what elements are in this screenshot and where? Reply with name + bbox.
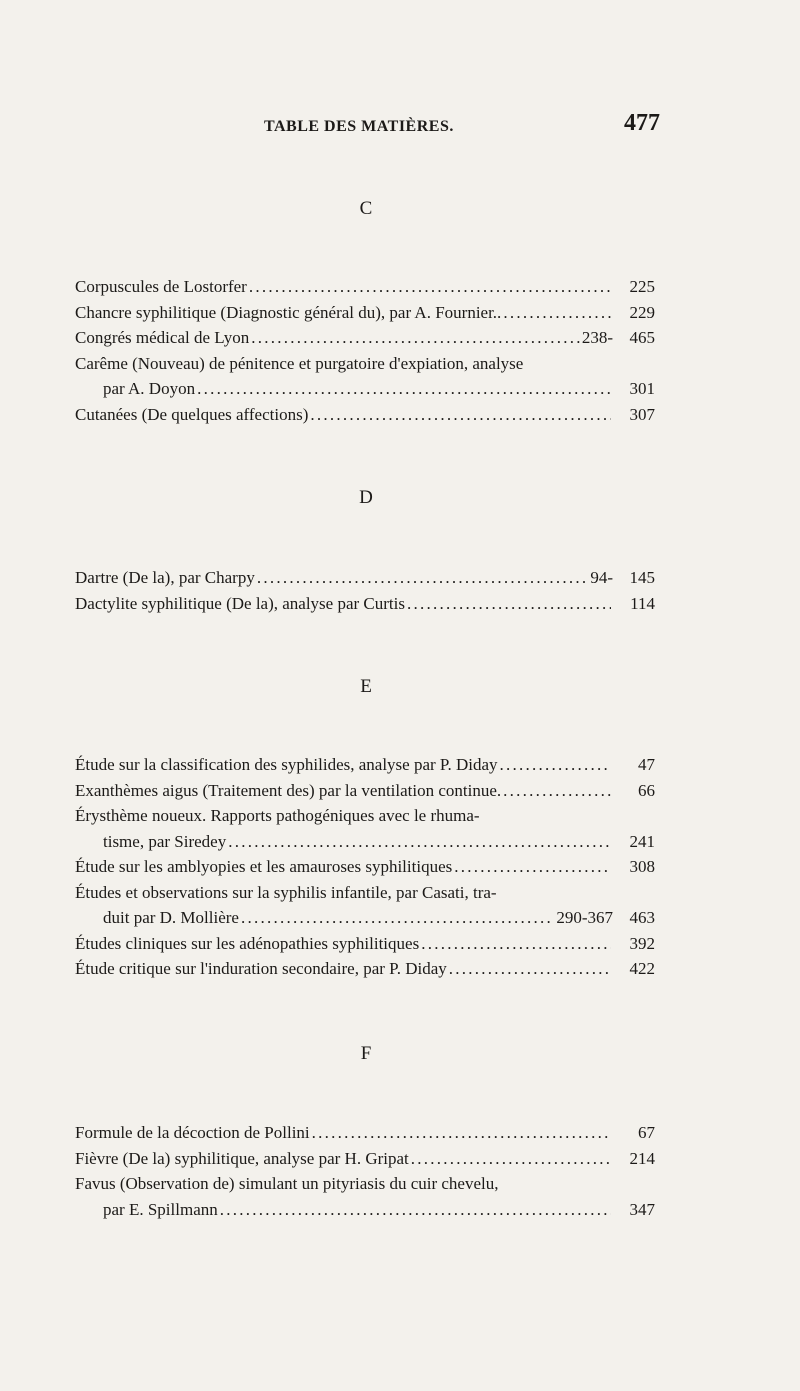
index-entry [75, 325, 655, 351]
entry-title: Dartre (De la), par Charpy [75, 568, 255, 587]
page-reference [613, 854, 655, 880]
page-number-ref: 347 [629, 1199, 655, 1219]
page-number-ref: 66 [638, 780, 655, 800]
entry-line [75, 854, 655, 880]
dot-leader [500, 752, 611, 778]
page-reference [613, 376, 655, 402]
page-number-ref: 47 [638, 755, 655, 774]
page-reference [613, 1146, 655, 1172]
dot-leader [503, 300, 611, 326]
entry-title: Étude critique sur l'induration secondaire, par P. Diday [75, 959, 447, 978]
page-range-start: 238- [581, 328, 613, 347]
dot-leader [421, 931, 611, 957]
page-reference [613, 778, 655, 804]
dot-leader [312, 1120, 611, 1146]
page-number-ref: 308 [629, 857, 655, 876]
section-letter-e: E [360, 676, 372, 697]
index-entry [75, 880, 655, 931]
entry-line [75, 1171, 655, 1197]
entry-line [75, 752, 655, 778]
entry-title: duit par D. Mollière [103, 908, 239, 927]
dot-leader [257, 565, 589, 591]
entry-title: Carême (Nouveau) de pénitence et purgatoire d'expiation, analyse [75, 353, 524, 373]
entry-title: Congrés médical de Lyon [75, 328, 250, 347]
index-entry [75, 1171, 655, 1222]
running-head [72, 110, 660, 140]
page-number-ref: 392 [629, 933, 655, 953]
entry-title: Études cliniques sur les adénopathies syphilitiques [75, 933, 420, 953]
entry-line [75, 829, 655, 855]
entry-title: par E. Spillmann [103, 1199, 218, 1219]
page-number-ref: 67 [638, 1123, 655, 1142]
index-entry [75, 1146, 655, 1172]
dot-leader [407, 591, 611, 617]
page-number-ref: 463 [629, 908, 655, 927]
section-f-entries [75, 1120, 655, 1222]
index-entry [75, 931, 655, 957]
page-reference [613, 402, 655, 428]
index-entry [75, 274, 655, 300]
index-entry [75, 300, 655, 326]
page-reference [613, 274, 655, 300]
page-reference [613, 956, 655, 982]
dot-leader [503, 778, 611, 804]
section-letter-c: C [359, 198, 373, 219]
entry-line [75, 905, 655, 931]
page-reference [613, 829, 655, 855]
entry-line [75, 1146, 655, 1172]
page-number-ref: 229 [629, 302, 655, 322]
entry-title: Étude sur la classification des syphilides, analyse par P. Diday [75, 755, 498, 774]
page-number-ref: 241 [629, 831, 655, 851]
entry-line [75, 803, 655, 829]
entry-title: Formule de la décoction de Pollini [75, 1123, 310, 1142]
dot-leader [241, 905, 554, 931]
page-reference [613, 300, 655, 326]
index-entry [75, 752, 655, 778]
entry-line [75, 351, 655, 377]
entry-line [75, 1197, 655, 1223]
index-entry [75, 565, 655, 591]
index-entry [75, 854, 655, 880]
entry-line [75, 565, 655, 591]
entry-line [75, 300, 655, 326]
page-range-start: 94- [590, 568, 613, 587]
dot-leader [220, 1197, 611, 1223]
entry-title: Corpuscules de Lostorfer [75, 277, 247, 296]
entry-title: Cutanées (De quelques affections) [75, 404, 309, 424]
page-reference [613, 1197, 655, 1223]
page-number-ref: 465 [629, 328, 655, 347]
entry-title: Dactylite syphilitique (De la), analyse par Curtis [75, 593, 405, 613]
page-reference [613, 1120, 655, 1146]
index-entry [75, 351, 655, 402]
index-entry [75, 956, 655, 982]
dot-leader [454, 854, 611, 880]
entry-title: par A. Doyon [103, 379, 196, 398]
entry-title: Exanthèmes aigus (Traitement des) par la ventilation continue. [75, 780, 502, 800]
page-reference [590, 565, 655, 591]
entry-line [75, 402, 655, 428]
page-reference [613, 752, 655, 778]
page-number-ref: 114 [630, 593, 655, 613]
entry-title: tisme, par Siredey [103, 831, 227, 851]
entry-line [75, 274, 655, 300]
section-c-entries [75, 274, 655, 427]
page-number-ref: 225 [629, 277, 655, 296]
entry-line [75, 931, 655, 957]
entry-line [75, 325, 655, 351]
dot-leader [251, 325, 580, 351]
page-reference [582, 325, 655, 351]
dot-leader [411, 1146, 611, 1172]
page-reference [613, 931, 655, 957]
entry-line [75, 1120, 655, 1146]
section-d-entries [75, 565, 655, 616]
entry-title: Étude sur les amblyopies et les amauroses syphilitiques [75, 857, 453, 876]
page-number-ref: 145 [629, 568, 655, 587]
entry-title: Érysthème noueux. Rapports pathogéniques avec le rhuma- [75, 806, 480, 825]
dot-leader [449, 956, 611, 982]
index-entry [75, 803, 655, 854]
page-number-ref: 422 [629, 959, 655, 978]
page-number: 477 [624, 110, 660, 136]
running-head-title: TABLE DES MATIÈRES. [264, 118, 454, 135]
entry-line [75, 591, 655, 617]
entry-line [75, 778, 655, 804]
index-entry [75, 591, 655, 617]
entry-line [75, 880, 655, 906]
dot-leader [228, 829, 611, 855]
page-reference [556, 905, 655, 931]
entry-line [75, 956, 655, 982]
page-reference [613, 591, 655, 617]
section-e-entries [75, 752, 655, 982]
entry-title: Favus (Observation de) simulant un pityriasis du cuir chevelu, [75, 1174, 499, 1193]
page-number-ref: 214 [629, 1148, 655, 1168]
entry-title: Études et observations sur la syphilis infantile, par Casati, tra- [75, 882, 497, 902]
page-range-start: 290-367 [556, 908, 613, 927]
index-entry [75, 1120, 655, 1146]
index-entry [75, 402, 655, 428]
dot-leader [249, 274, 611, 300]
dot-leader [310, 402, 611, 428]
entry-title: Chancre syphilitique (Diagnostic général du), par A. Fournier.. [75, 302, 502, 322]
dot-leader [197, 376, 611, 402]
page-number-ref: 301 [629, 379, 655, 398]
page-number-ref: 307 [629, 404, 655, 424]
section-letter-f: F [360, 1043, 372, 1064]
entry-line [75, 376, 655, 402]
entry-title: Fièvre (De la) syphilitique, analyse par H. Gripat [75, 1148, 409, 1168]
index-entry [75, 778, 655, 804]
section-letter-d: D [359, 487, 373, 508]
